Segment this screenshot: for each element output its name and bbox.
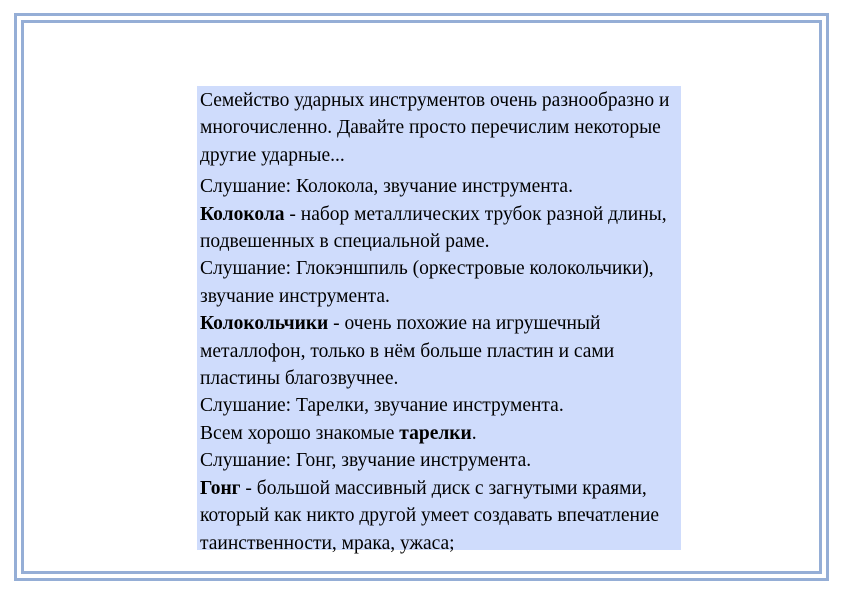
listen-cymbals: Слушание: Тарелки, звучание инструмента. xyxy=(200,395,564,417)
text-box xyxy=(197,86,681,554)
cymbals-after: . xyxy=(471,422,477,444)
cymbals-before: Всем хорошо знакомые xyxy=(200,422,400,444)
listen-gong: Слушание: Гонг, звучание инструмента. xyxy=(200,450,532,472)
term-cymbals: тарелки xyxy=(399,422,472,444)
listen-bells: Слушание: Колокола, звучание инструмента. xyxy=(200,176,573,198)
gong-desc: - большой массивный диск с загнутыми краями, который как никто другой умеет создавать впечатление таинственности, мрака, ужаса; xyxy=(200,477,660,554)
glockenspiel-description xyxy=(200,310,678,392)
cymbals-description xyxy=(200,420,678,447)
bells-description xyxy=(200,201,678,256)
gong-description xyxy=(200,475,678,557)
intro-text: Семейство ударных инструментов очень разнообразно и многочисленно. Давайте просто перечислим некоторые другие ударные... xyxy=(200,90,670,166)
glockenspiel-desc: - очень похожие на игрушечный металлофон, только в нём больше пластин и сами пластины благозвучнее. xyxy=(200,313,615,390)
bells-desc: - набор металлических трубок разной длины, подвешенных в специальной раме. xyxy=(200,203,667,253)
listen-glockenspiel: Слушание: Глокэншпиль (оркестровые колокольчики), звучание инструмента. xyxy=(200,258,654,307)
term-gong: Гонг xyxy=(200,477,241,499)
term-bells: Колокола xyxy=(200,203,285,225)
term-glockenspiel: Колокольчики xyxy=(200,313,329,335)
